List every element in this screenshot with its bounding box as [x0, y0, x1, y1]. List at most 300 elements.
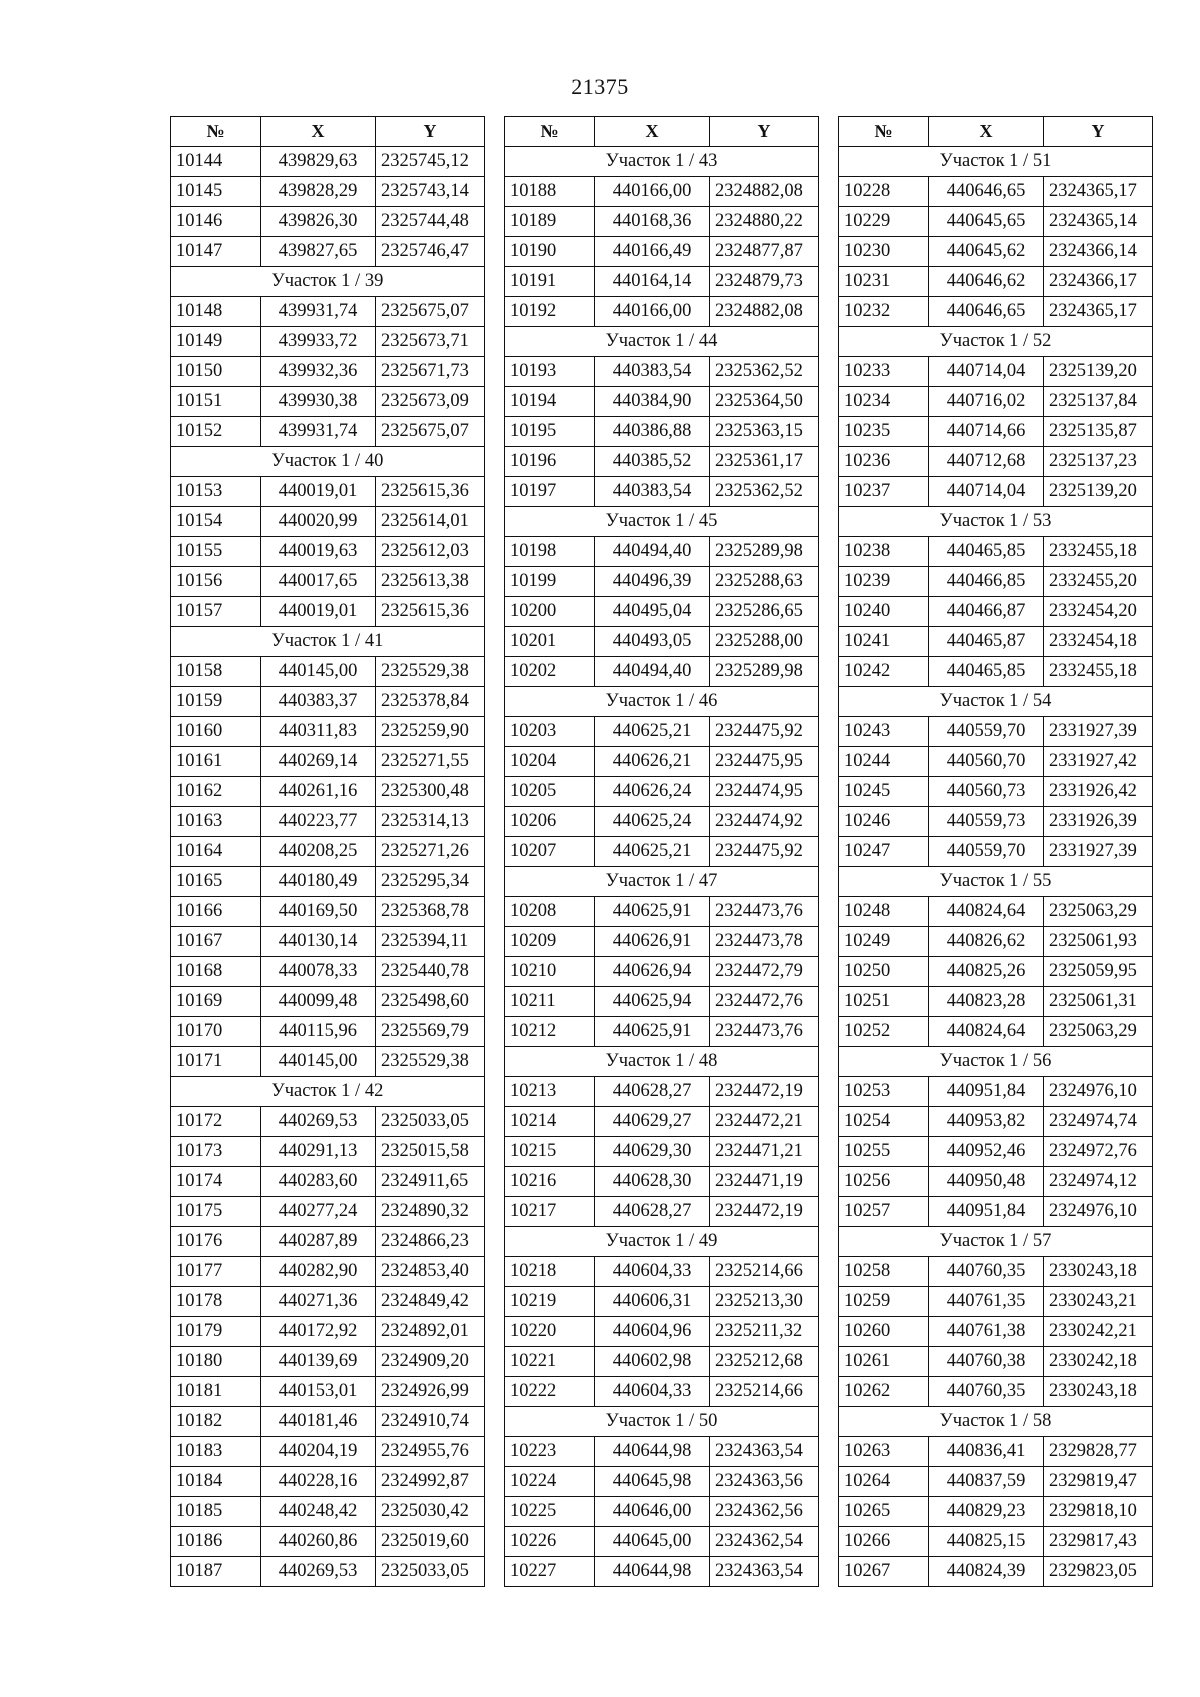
section-row [505, 507, 819, 537]
point-number: 10260 [839, 1317, 929, 1347]
table-row [839, 1197, 1153, 1227]
x-coordinate: 440714,04 [929, 477, 1044, 507]
point-number: 10236 [839, 447, 929, 477]
x-coordinate: 440625,24 [595, 807, 710, 837]
y-coordinate: 2324976,10 [1044, 1197, 1153, 1227]
x-coordinate: 440824,64 [929, 1017, 1044, 1047]
table-row [839, 207, 1153, 237]
x-coordinate: 440496,39 [595, 567, 710, 597]
section-row [839, 1227, 1153, 1257]
point-number: 10196 [505, 447, 595, 477]
x-coordinate: 440950,48 [929, 1167, 1044, 1197]
table-row [839, 1137, 1153, 1167]
y-coordinate: 2325259,90 [376, 717, 485, 747]
x-coordinate: 440953,82 [929, 1107, 1044, 1137]
table-row [839, 1557, 1153, 1587]
point-number: 10231 [839, 267, 929, 297]
point-number: 10228 [839, 177, 929, 207]
y-coordinate: 2325212,68 [710, 1347, 819, 1377]
x-coordinate: 440287,89 [261, 1227, 376, 1257]
point-number: 10241 [839, 627, 929, 657]
table-row [171, 927, 485, 957]
table-row [839, 237, 1153, 267]
x-coordinate: 440825,15 [929, 1527, 1044, 1557]
x-coordinate: 440626,94 [595, 957, 710, 987]
section-title: Участок 1 / 45 [505, 507, 819, 537]
point-number: 10223 [505, 1437, 595, 1467]
point-number: 10235 [839, 417, 929, 447]
table-row [171, 777, 485, 807]
point-number: 10177 [171, 1257, 261, 1287]
y-coordinate: 2324853,40 [376, 1257, 485, 1287]
x-coordinate: 440204,19 [261, 1437, 376, 1467]
point-number: 10148 [171, 297, 261, 327]
table-row [171, 747, 485, 777]
page-number: 21375 [571, 74, 629, 99]
point-number: 10265 [839, 1497, 929, 1527]
point-number: 10203 [505, 717, 595, 747]
section-title: Участок 1 / 44 [505, 327, 819, 357]
point-number: 10245 [839, 777, 929, 807]
x-coordinate: 440465,85 [929, 657, 1044, 687]
table-row [505, 717, 819, 747]
point-number: 10201 [505, 627, 595, 657]
y-coordinate: 2325033,05 [376, 1107, 485, 1137]
x-coordinate: 440383,54 [595, 477, 710, 507]
x-coordinate: 439828,29 [261, 177, 376, 207]
y-coordinate: 2325529,38 [376, 1047, 485, 1077]
x-coordinate: 440602,98 [595, 1347, 710, 1377]
y-coordinate: 2325135,87 [1044, 417, 1153, 447]
table-row [839, 387, 1153, 417]
point-number: 10252 [839, 1017, 929, 1047]
x-coordinate: 440269,53 [261, 1557, 376, 1587]
x-coordinate: 440560,70 [929, 747, 1044, 777]
y-coordinate: 2324911,65 [376, 1167, 485, 1197]
table-row [171, 807, 485, 837]
table-row [839, 747, 1153, 777]
point-number: 10205 [505, 777, 595, 807]
x-coordinate: 439829,63 [261, 147, 376, 177]
x-coordinate: 439827,65 [261, 237, 376, 267]
section-title: Участок 1 / 53 [839, 507, 1153, 537]
y-coordinate: 2324877,87 [710, 237, 819, 267]
y-coordinate: 2324880,22 [710, 207, 819, 237]
y-coordinate: 2325033,05 [376, 1557, 485, 1587]
y-coordinate: 2324974,12 [1044, 1167, 1153, 1197]
table-row [505, 927, 819, 957]
table-row [171, 1107, 485, 1137]
y-coordinate: 2324474,92 [710, 807, 819, 837]
table-row [171, 837, 485, 867]
y-coordinate: 2329818,10 [1044, 1497, 1153, 1527]
point-number: 10209 [505, 927, 595, 957]
y-coordinate: 2324879,73 [710, 267, 819, 297]
y-coordinate: 2325529,38 [376, 657, 485, 687]
point-number: 10199 [505, 567, 595, 597]
point-number: 10211 [505, 987, 595, 1017]
table-row [839, 297, 1153, 327]
x-coordinate: 439931,74 [261, 297, 376, 327]
x-coordinate: 440208,25 [261, 837, 376, 867]
x-coordinate: 440168,36 [595, 207, 710, 237]
point-number: 10242 [839, 657, 929, 687]
x-coordinate: 439931,74 [261, 417, 376, 447]
section-title: Участок 1 / 50 [505, 1407, 819, 1437]
table-row [505, 897, 819, 927]
table-row [505, 1107, 819, 1137]
section-row [839, 1407, 1153, 1437]
section-title: Участок 1 / 52 [839, 327, 1153, 357]
y-coordinate: 2324472,21 [710, 1107, 819, 1137]
x-coordinate: 440139,69 [261, 1347, 376, 1377]
table-row [171, 1407, 485, 1437]
section-title: Участок 1 / 40 [171, 447, 485, 477]
x-coordinate: 440019,63 [261, 537, 376, 567]
point-number: 10239 [839, 567, 929, 597]
x-coordinate: 440466,85 [929, 567, 1044, 597]
y-coordinate: 2324362,56 [710, 1497, 819, 1527]
table-row [171, 1137, 485, 1167]
y-coordinate: 2324474,95 [710, 777, 819, 807]
header-y: Y [1044, 117, 1153, 147]
y-coordinate: 2324890,32 [376, 1197, 485, 1227]
table-row [505, 1167, 819, 1197]
y-coordinate: 2325744,48 [376, 207, 485, 237]
table-row [171, 1317, 485, 1347]
table-row [171, 417, 485, 447]
y-coordinate: 2324992,87 [376, 1467, 485, 1497]
x-coordinate: 440626,91 [595, 927, 710, 957]
y-coordinate: 2325364,50 [710, 387, 819, 417]
section-row [171, 267, 485, 297]
point-number: 10166 [171, 897, 261, 927]
point-number: 10152 [171, 417, 261, 447]
table-row [839, 1527, 1153, 1557]
table-row [839, 1467, 1153, 1497]
point-number: 10156 [171, 567, 261, 597]
x-coordinate: 440714,04 [929, 357, 1044, 387]
point-number: 10172 [171, 1107, 261, 1137]
y-coordinate: 2331926,42 [1044, 777, 1153, 807]
y-coordinate: 2325498,60 [376, 987, 485, 1017]
section-row [171, 1077, 485, 1107]
x-coordinate: 440645,62 [929, 237, 1044, 267]
table-row [839, 447, 1153, 477]
point-number: 10259 [839, 1287, 929, 1317]
x-coordinate: 440626,21 [595, 747, 710, 777]
point-number: 10215 [505, 1137, 595, 1167]
x-coordinate: 440494,40 [595, 657, 710, 687]
y-coordinate: 2325675,07 [376, 417, 485, 447]
point-number: 10150 [171, 357, 261, 387]
point-number: 10266 [839, 1527, 929, 1557]
table-row [839, 1107, 1153, 1137]
x-coordinate: 440837,59 [929, 1467, 1044, 1497]
x-coordinate: 440291,13 [261, 1137, 376, 1167]
y-coordinate: 2331926,39 [1044, 807, 1153, 837]
table-row [839, 477, 1153, 507]
x-coordinate: 440223,77 [261, 807, 376, 837]
point-number: 10234 [839, 387, 929, 417]
y-coordinate: 2325295,34 [376, 867, 485, 897]
table-row [171, 687, 485, 717]
y-coordinate: 2324909,20 [376, 1347, 485, 1377]
x-coordinate: 440628,27 [595, 1077, 710, 1107]
header-number: № [171, 117, 261, 147]
point-number: 10147 [171, 237, 261, 267]
section-row [505, 147, 819, 177]
x-coordinate: 440829,23 [929, 1497, 1044, 1527]
x-coordinate: 440493,05 [595, 627, 710, 657]
y-coordinate: 2332455,18 [1044, 537, 1153, 567]
y-coordinate: 2325314,13 [376, 807, 485, 837]
section-row [839, 507, 1153, 537]
section-title: Участок 1 / 55 [839, 867, 1153, 897]
y-coordinate: 2324365,17 [1044, 297, 1153, 327]
x-coordinate: 440164,14 [595, 267, 710, 297]
x-coordinate: 440644,98 [595, 1437, 710, 1467]
table-row [839, 1317, 1153, 1347]
y-coordinate: 2325214,66 [710, 1257, 819, 1287]
x-coordinate: 440604,33 [595, 1377, 710, 1407]
y-coordinate: 2329823,05 [1044, 1557, 1153, 1587]
section-row [839, 147, 1153, 177]
point-number: 10233 [839, 357, 929, 387]
table-row [839, 717, 1153, 747]
x-coordinate: 440761,35 [929, 1287, 1044, 1317]
y-coordinate: 2325671,73 [376, 357, 485, 387]
table-row [171, 1017, 485, 1047]
point-number: 10146 [171, 207, 261, 237]
x-coordinate: 440099,48 [261, 987, 376, 1017]
y-coordinate: 2324882,08 [710, 297, 819, 327]
table-row [839, 1287, 1153, 1317]
y-coordinate: 2324976,10 [1044, 1077, 1153, 1107]
table-row [171, 177, 485, 207]
table-row [171, 957, 485, 987]
table-row [839, 777, 1153, 807]
y-coordinate: 2325137,84 [1044, 387, 1153, 417]
y-coordinate: 2324473,76 [710, 897, 819, 927]
y-coordinate: 2325613,38 [376, 567, 485, 597]
x-coordinate: 440645,65 [929, 207, 1044, 237]
y-coordinate: 2324972,76 [1044, 1137, 1153, 1167]
x-coordinate: 440560,73 [929, 777, 1044, 807]
table-row [505, 1077, 819, 1107]
point-number: 10197 [505, 477, 595, 507]
table-row [505, 1317, 819, 1347]
table-row [171, 1227, 485, 1257]
section-title: Участок 1 / 42 [171, 1077, 485, 1107]
x-coordinate: 440712,68 [929, 447, 1044, 477]
y-coordinate: 2324366,14 [1044, 237, 1153, 267]
point-number: 10144 [171, 147, 261, 177]
point-number: 10192 [505, 297, 595, 327]
point-number: 10214 [505, 1107, 595, 1137]
point-number: 10186 [171, 1527, 261, 1557]
point-number: 10184 [171, 1467, 261, 1497]
x-coordinate: 440760,35 [929, 1257, 1044, 1287]
x-coordinate: 440625,21 [595, 837, 710, 867]
point-number: 10174 [171, 1167, 261, 1197]
section-title: Участок 1 / 46 [505, 687, 819, 717]
table-row [839, 417, 1153, 447]
table-row [171, 1167, 485, 1197]
x-coordinate: 440384,90 [595, 387, 710, 417]
point-number: 10240 [839, 597, 929, 627]
y-coordinate: 2324471,19 [710, 1167, 819, 1197]
table-row [505, 1287, 819, 1317]
table-row [839, 567, 1153, 597]
section-title: Участок 1 / 39 [171, 267, 485, 297]
table-row [171, 657, 485, 687]
table-row [505, 237, 819, 267]
point-number: 10161 [171, 747, 261, 777]
y-coordinate: 2332454,20 [1044, 597, 1153, 627]
point-number: 10218 [505, 1257, 595, 1287]
point-number: 10191 [505, 267, 595, 297]
point-number: 10226 [505, 1527, 595, 1557]
x-coordinate: 440628,30 [595, 1167, 710, 1197]
x-coordinate: 440826,62 [929, 927, 1044, 957]
point-number: 10221 [505, 1347, 595, 1377]
point-number: 10154 [171, 507, 261, 537]
header-number: № [839, 117, 929, 147]
x-coordinate: 440385,52 [595, 447, 710, 477]
x-coordinate: 440951,84 [929, 1197, 1044, 1227]
point-number: 10168 [171, 957, 261, 987]
y-coordinate: 2324955,76 [376, 1437, 485, 1467]
x-coordinate: 440625,91 [595, 897, 710, 927]
section-row [505, 867, 819, 897]
point-number: 10153 [171, 477, 261, 507]
x-coordinate: 440248,42 [261, 1497, 376, 1527]
y-coordinate: 2325745,12 [376, 147, 485, 177]
point-number: 10230 [839, 237, 929, 267]
point-number: 10194 [505, 387, 595, 417]
x-coordinate: 440625,21 [595, 717, 710, 747]
table-row [171, 1497, 485, 1527]
y-coordinate: 2329828,77 [1044, 1437, 1153, 1467]
y-coordinate: 2329819,47 [1044, 1467, 1153, 1497]
header-x: X [261, 117, 376, 147]
table-row [171, 1437, 485, 1467]
header-x: X [929, 117, 1044, 147]
point-number: 10158 [171, 657, 261, 687]
point-number: 10187 [171, 1557, 261, 1587]
point-number: 10200 [505, 597, 595, 627]
x-coordinate: 440628,27 [595, 1197, 710, 1227]
header-x: X [595, 117, 710, 147]
table-row [839, 1437, 1153, 1467]
table-row [505, 357, 819, 387]
point-number: 10178 [171, 1287, 261, 1317]
x-coordinate: 440166,00 [595, 177, 710, 207]
y-coordinate: 2325289,98 [710, 537, 819, 567]
section-title: Участок 1 / 41 [171, 627, 485, 657]
table-row [839, 1497, 1153, 1527]
section-title: Участок 1 / 56 [839, 1047, 1153, 1077]
y-coordinate: 2330242,18 [1044, 1347, 1153, 1377]
table-row [171, 1527, 485, 1557]
y-coordinate: 2325063,29 [1044, 897, 1153, 927]
point-number: 10198 [505, 537, 595, 567]
table-row [839, 357, 1153, 387]
point-number: 10204 [505, 747, 595, 777]
y-coordinate: 2324475,95 [710, 747, 819, 777]
x-coordinate: 440625,91 [595, 1017, 710, 1047]
x-coordinate: 440020,99 [261, 507, 376, 537]
y-coordinate: 2324471,21 [710, 1137, 819, 1167]
x-coordinate: 440277,24 [261, 1197, 376, 1227]
point-number: 10185 [171, 1497, 261, 1527]
y-coordinate: 2324910,74 [376, 1407, 485, 1437]
x-coordinate: 440261,16 [261, 777, 376, 807]
y-coordinate: 2325614,01 [376, 507, 485, 537]
table-row [839, 1347, 1153, 1377]
point-number: 10181 [171, 1377, 261, 1407]
x-coordinate: 440386,88 [595, 417, 710, 447]
point-number: 10237 [839, 477, 929, 507]
x-coordinate: 440271,36 [261, 1287, 376, 1317]
y-coordinate: 2325061,31 [1044, 987, 1153, 1017]
point-number: 10254 [839, 1107, 929, 1137]
point-number: 10246 [839, 807, 929, 837]
table-row [839, 987, 1153, 1017]
x-coordinate: 440644,98 [595, 1557, 710, 1587]
section-row [505, 327, 819, 357]
x-coordinate: 440824,39 [929, 1557, 1044, 1587]
y-coordinate: 2324366,17 [1044, 267, 1153, 297]
point-number: 10243 [839, 717, 929, 747]
x-coordinate: 440951,84 [929, 1077, 1044, 1107]
point-number: 10249 [839, 927, 929, 957]
y-coordinate: 2325211,32 [710, 1317, 819, 1347]
table-row [171, 1047, 485, 1077]
x-coordinate: 440606,31 [595, 1287, 710, 1317]
x-coordinate: 440153,01 [261, 1377, 376, 1407]
point-number: 10151 [171, 387, 261, 417]
x-coordinate: 440130,14 [261, 927, 376, 957]
x-coordinate: 440626,24 [595, 777, 710, 807]
x-coordinate: 440836,41 [929, 1437, 1044, 1467]
x-coordinate: 440465,85 [929, 537, 1044, 567]
section-title: Участок 1 / 47 [505, 867, 819, 897]
y-coordinate: 2324892,01 [376, 1317, 485, 1347]
table-row [171, 867, 485, 897]
y-coordinate: 2325289,98 [710, 657, 819, 687]
table-row [505, 477, 819, 507]
table-row [505, 1497, 819, 1527]
section-row [171, 627, 485, 657]
x-coordinate: 440180,49 [261, 867, 376, 897]
header-row [171, 117, 485, 147]
section-row [171, 447, 485, 477]
y-coordinate: 2325271,55 [376, 747, 485, 777]
point-number: 10224 [505, 1467, 595, 1497]
x-coordinate: 440228,16 [261, 1467, 376, 1497]
y-coordinate: 2325288,63 [710, 567, 819, 597]
x-coordinate: 440760,35 [929, 1377, 1044, 1407]
section-title: Участок 1 / 43 [505, 147, 819, 177]
y-coordinate: 2325363,15 [710, 417, 819, 447]
y-coordinate: 2325063,29 [1044, 1017, 1153, 1047]
table-row [171, 1467, 485, 1497]
x-coordinate: 440645,00 [595, 1527, 710, 1557]
point-number: 10173 [171, 1137, 261, 1167]
point-number: 10206 [505, 807, 595, 837]
